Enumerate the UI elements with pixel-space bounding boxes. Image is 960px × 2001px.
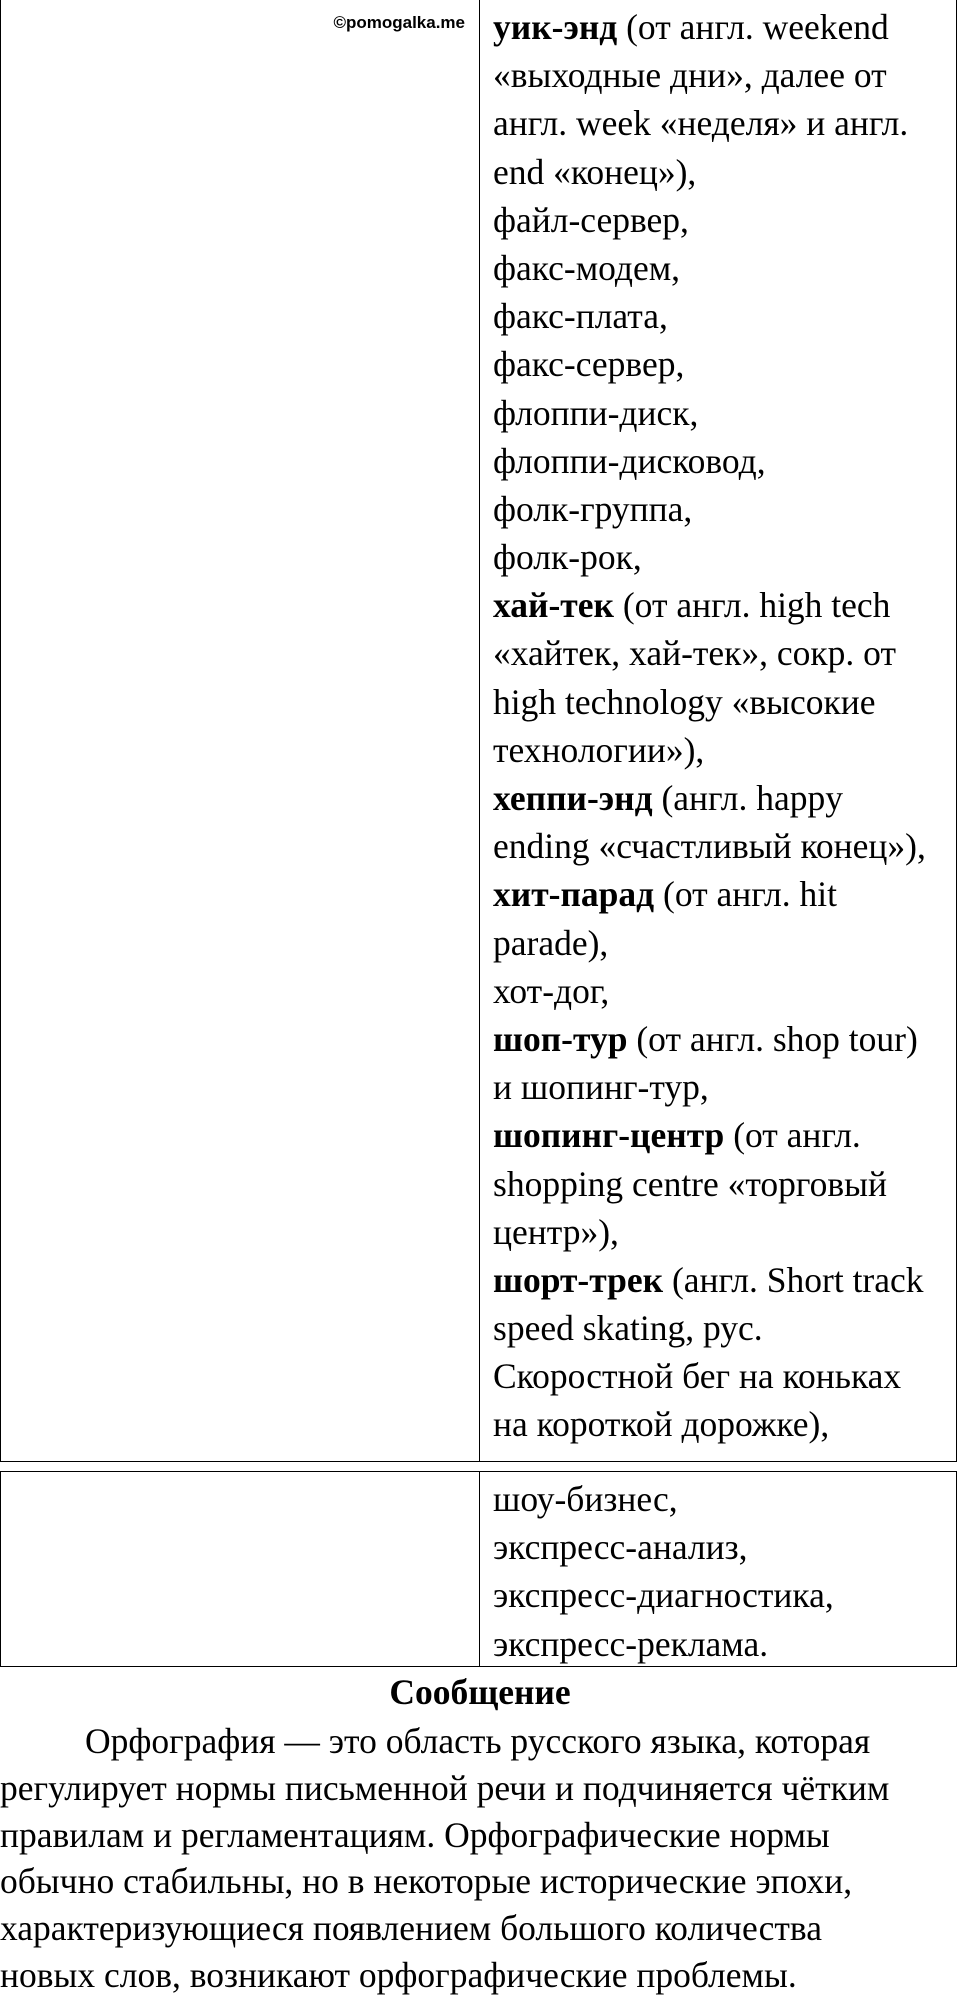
term-note: (от англ.: [724, 1115, 861, 1156]
term-note: технологии»),: [493, 729, 705, 770]
term-note: флоппи-диск,: [493, 392, 699, 433]
word-line: [493, 533, 953, 581]
column-divider: [479, 1472, 480, 1666]
term-note: Скоростной бег на коньках: [493, 1356, 902, 1397]
term-note: end «конец»),: [493, 151, 697, 192]
term-note: фолк-группа,: [493, 488, 693, 529]
word-line: [493, 244, 953, 292]
word-line: [493, 967, 953, 1015]
term-note: экспресс-анализ,: [493, 1527, 748, 1568]
word-line: [493, 1571, 953, 1619]
paragraph-line: обычно стабильны, но в некоторые исторические эпохи,: [0, 1861, 853, 1902]
term-note: (от англ. high tech: [613, 585, 891, 626]
term-note: (от англ. shop tour): [627, 1018, 918, 1059]
term-note: флоппи-дисковод,: [493, 440, 766, 481]
message-paragraph: [0, 1718, 960, 1999]
word-line: [493, 485, 953, 533]
term: хит-парад: [493, 874, 655, 915]
term-note: shopping centre «торговый: [493, 1163, 887, 1204]
term: шорт-трек: [493, 1259, 664, 1300]
column-divider: [479, 0, 480, 1461]
term-note: speed skating, рус.: [493, 1308, 763, 1349]
term-note: (англ. Short track: [663, 1259, 924, 1300]
word-line: [493, 1015, 953, 1063]
paragraph-line: правилам и регламентациям. Орфографические нормы: [0, 1814, 830, 1855]
term-note: (от англ. weekend: [617, 7, 889, 47]
word-line: [493, 3, 953, 51]
words-cell: [493, 1475, 953, 1668]
word-line: [493, 919, 953, 967]
word-line: [493, 1063, 953, 1111]
term-note: факс-плата,: [493, 296, 668, 337]
term-note: (от англ. hit: [654, 874, 837, 915]
term-note: «выходные дни», далее от: [493, 55, 887, 96]
word-line: [493, 1523, 953, 1571]
term-note: центр»),: [493, 1211, 619, 1252]
term-note: parade),: [493, 922, 609, 963]
word-line: [493, 99, 953, 147]
words-cell: [493, 3, 953, 1449]
word-line: [493, 1400, 953, 1448]
word-line: [493, 1111, 953, 1159]
term-note: high technology «высокие: [493, 681, 876, 722]
word-table-part-2: [0, 1471, 957, 1667]
term-note: ending «счастливый конец»),: [493, 826, 926, 867]
word-line: [493, 1208, 953, 1256]
word-line: [493, 437, 953, 485]
term-note: фолк-рок,: [493, 537, 642, 578]
word-line: [493, 1304, 953, 1352]
word-line: [493, 1352, 953, 1400]
word-line: [493, 1475, 953, 1523]
word-line: [493, 148, 953, 196]
word-line: [493, 292, 953, 340]
term-note: экспресс-диагностика,: [493, 1575, 834, 1616]
paragraph-line: характеризующиеся появлением большого количества: [0, 1908, 822, 1949]
word-line: [493, 581, 953, 629]
term: уик-энд: [493, 7, 618, 47]
term-note: шоу-бизнес,: [493, 1479, 678, 1519]
term-note: англ. week «неделя» и англ.: [493, 103, 909, 144]
word-line: [493, 1256, 953, 1304]
term-note: и шопинг-тур,: [493, 1067, 709, 1108]
paragraph-line: Орфография — это область русского языка, которая: [85, 1721, 871, 1761]
word-line: [493, 678, 953, 726]
word-line: [493, 389, 953, 437]
term-note: факс-модем,: [493, 247, 681, 288]
term: хеппи-энд: [493, 778, 653, 818]
paragraph-line: регулирует нормы письменной речи и подчиняется чётким: [0, 1767, 890, 1808]
word-line: [493, 196, 953, 244]
term-note: экспресс-реклама.: [493, 1623, 769, 1664]
word-line: [493, 51, 953, 99]
word-line: [493, 629, 953, 677]
word-line: [493, 774, 953, 822]
term-note: факс-сервер,: [493, 344, 685, 385]
word-line: [493, 1160, 953, 1208]
term-note: хот-дог,: [493, 970, 610, 1011]
term-note: «хайтек, хай-тек», сокр. от: [493, 633, 896, 674]
word-line: [493, 822, 953, 870]
paragraph-line: новых слов, возникают орфографические проблемы.: [0, 1954, 797, 1995]
term-note: файл-сервер,: [493, 199, 689, 240]
word-line: [493, 340, 953, 388]
section-heading: Сообщение: [389, 1672, 571, 1712]
term: хай-тек: [493, 585, 614, 626]
term-note: на короткой дорожке),: [493, 1404, 830, 1445]
word-line: [493, 726, 953, 774]
word-line: [493, 870, 953, 918]
word-line: [493, 1620, 953, 1668]
term-note: (англ. happy: [652, 778, 843, 818]
term: шоп-тур: [493, 1018, 628, 1059]
watermark: ©pomogalka.me: [333, 13, 465, 32]
term: шопинг-центр: [493, 1115, 725, 1156]
